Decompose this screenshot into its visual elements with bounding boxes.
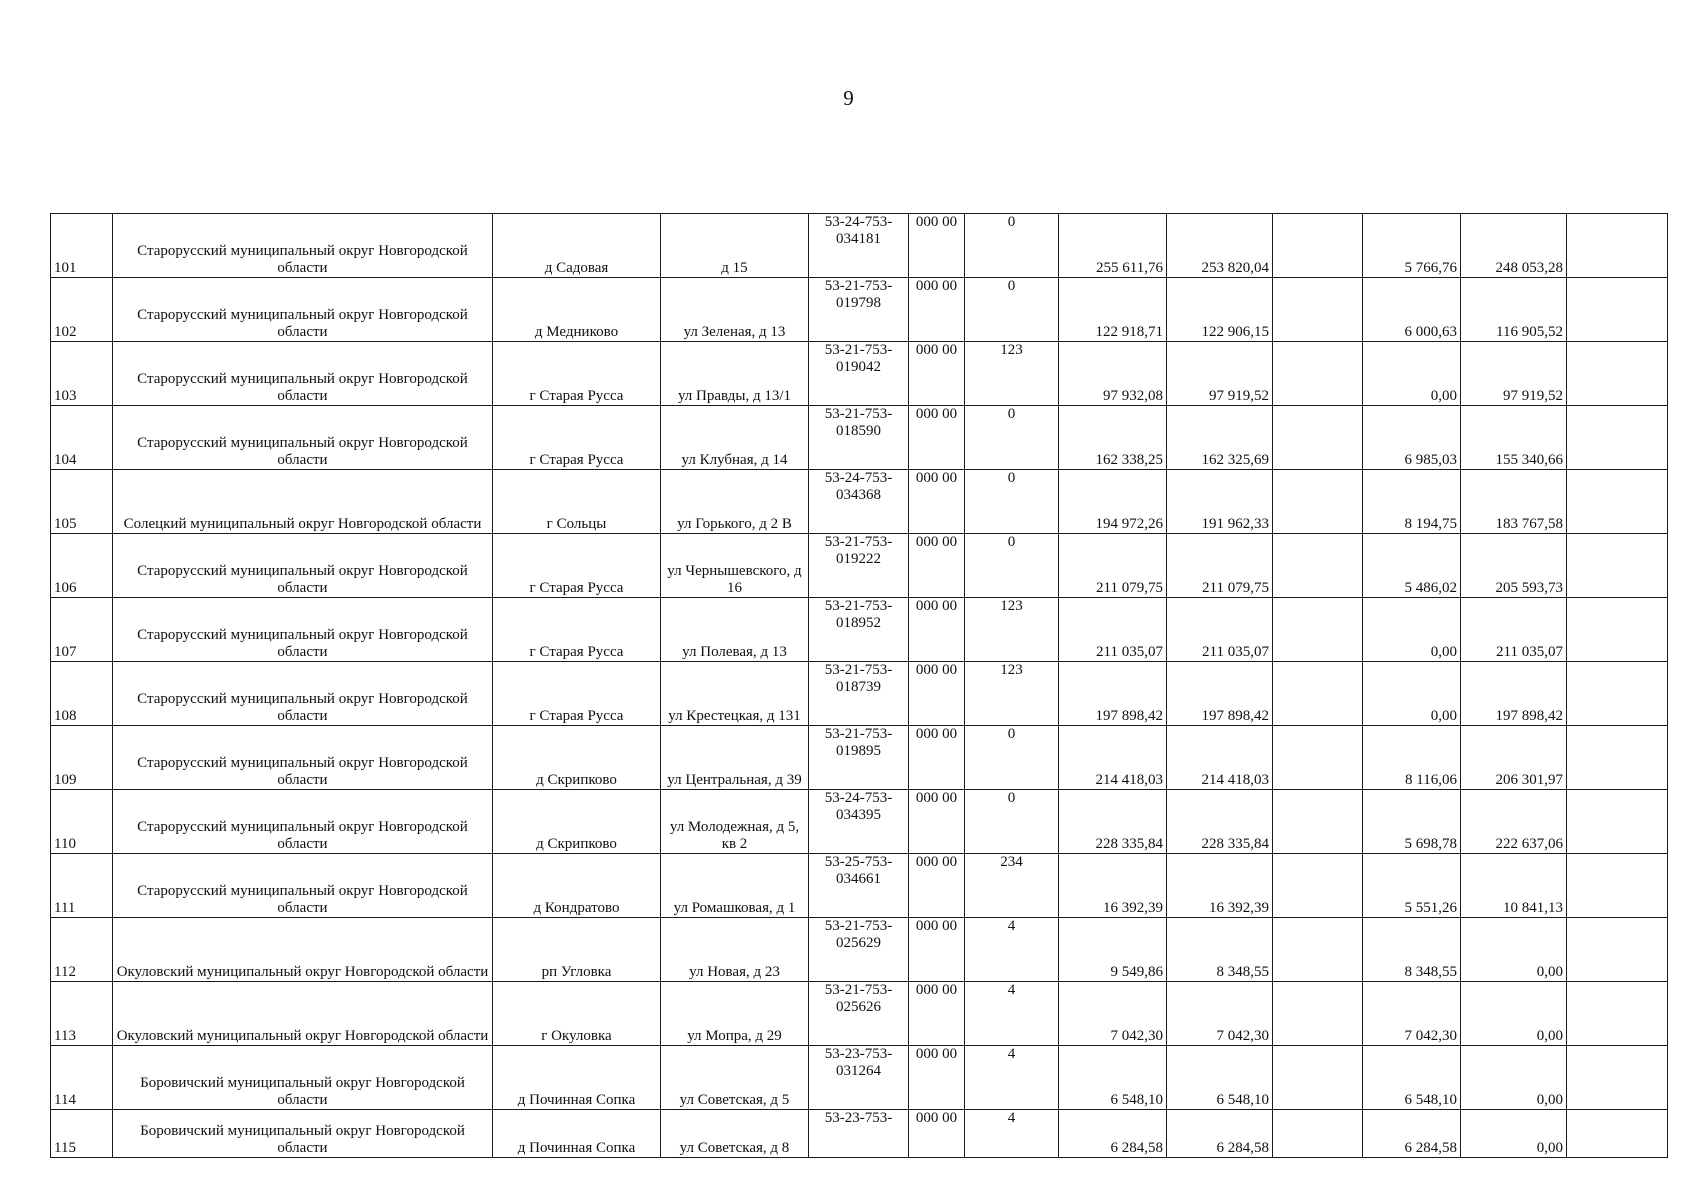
row-number: 101 (51, 214, 113, 278)
locality-cell: д Садовая (493, 214, 661, 278)
amount-6-cell (1567, 726, 1668, 790)
amount-6-cell (1567, 342, 1668, 406)
amount-5-cell: 0,00 (1461, 1046, 1567, 1110)
amount-1-cell: 194 972,26 (1059, 470, 1167, 534)
code-cell: 000 00 (909, 1110, 965, 1158)
type-cell: 0 (965, 470, 1059, 534)
amount-6-cell (1567, 662, 1668, 726)
amount-6-cell (1567, 598, 1668, 662)
register-table (50, 213, 1668, 1158)
amount-2-cell: 16 392,39 (1167, 854, 1273, 918)
page-number: 9 (843, 86, 854, 110)
row-number: 110 (51, 790, 113, 854)
amount-6-cell (1567, 854, 1668, 918)
locality-cell: д Скрипково (493, 726, 661, 790)
amount-5-cell: 116 905,52 (1461, 278, 1567, 342)
row-number: 108 (51, 662, 113, 726)
amount-3-cell (1273, 406, 1363, 470)
municipality-cell: Боровичский муниципальный округ Новгородской области (113, 1046, 493, 1110)
amount-5-cell: 155 340,66 (1461, 406, 1567, 470)
code-cell: 000 00 (909, 598, 965, 662)
row-number: 115 (51, 1110, 113, 1158)
code-cell: 000 00 (909, 726, 965, 790)
municipality-cell: Старорусский муниципальный округ Новгородской области (113, 534, 493, 598)
row-number: 113 (51, 982, 113, 1046)
table-row (51, 406, 1668, 470)
amount-2-cell: 211 079,75 (1167, 534, 1273, 598)
amount-1-cell: 122 918,71 (1059, 278, 1167, 342)
oktmo-cell: 53-25-753-034661 (809, 854, 909, 918)
street-cell: ул Крестецкая, д 131 (661, 662, 809, 726)
amount-3-cell (1273, 534, 1363, 598)
type-cell: 4 (965, 1046, 1059, 1110)
amount-5-cell: 205 593,73 (1461, 534, 1567, 598)
locality-cell: рп Угловка (493, 918, 661, 982)
type-cell: 0 (965, 278, 1059, 342)
table-row (51, 342, 1668, 406)
locality-cell: г Старая Русса (493, 598, 661, 662)
amount-1-cell: 97 932,08 (1059, 342, 1167, 406)
oktmo-cell: 53-21-753-019895 (809, 726, 909, 790)
code-cell: 000 00 (909, 854, 965, 918)
amount-6-cell (1567, 918, 1668, 982)
amount-5-cell: 0,00 (1461, 982, 1567, 1046)
oktmo-cell: 53-21-753-025629 (809, 918, 909, 982)
street-cell: ул Клубная, д 14 (661, 406, 809, 470)
oktmo-cell: 53-23-753- (809, 1110, 909, 1158)
amount-3-cell (1273, 918, 1363, 982)
amount-1-cell: 228 335,84 (1059, 790, 1167, 854)
municipality-cell: Окуловский муниципальный округ Новгородской области (113, 982, 493, 1046)
amount-4-cell: 6 985,03 (1363, 406, 1461, 470)
type-cell: 0 (965, 790, 1059, 854)
municipality-cell: Старорусский муниципальный округ Новгородской области (113, 598, 493, 662)
row-number: 106 (51, 534, 113, 598)
oktmo-cell: 53-23-753-031264 (809, 1046, 909, 1110)
amount-4-cell: 5 766,76 (1363, 214, 1461, 278)
row-number: 114 (51, 1046, 113, 1110)
oktmo-cell: 53-24-753-034395 (809, 790, 909, 854)
street-cell: ул Советская, д 5 (661, 1046, 809, 1110)
code-cell: 000 00 (909, 662, 965, 726)
amount-2-cell: 214 418,03 (1167, 726, 1273, 790)
table-row (51, 598, 1668, 662)
amount-5-cell: 222 637,06 (1461, 790, 1567, 854)
amount-6-cell (1567, 790, 1668, 854)
amount-2-cell: 7 042,30 (1167, 982, 1273, 1046)
amount-4-cell: 0,00 (1363, 662, 1461, 726)
amount-2-cell: 8 348,55 (1167, 918, 1273, 982)
oktmo-cell: 53-21-753-025626 (809, 982, 909, 1046)
code-cell: 000 00 (909, 1046, 965, 1110)
amount-3-cell (1273, 790, 1363, 854)
amount-2-cell: 122 906,15 (1167, 278, 1273, 342)
row-number: 105 (51, 470, 113, 534)
oktmo-cell: 53-24-753-034181 (809, 214, 909, 278)
code-cell: 000 00 (909, 214, 965, 278)
amount-1-cell: 197 898,42 (1059, 662, 1167, 726)
amount-2-cell: 211 035,07 (1167, 598, 1273, 662)
amount-2-cell: 228 335,84 (1167, 790, 1273, 854)
code-cell: 000 00 (909, 982, 965, 1046)
amount-1-cell: 6 548,10 (1059, 1046, 1167, 1110)
locality-cell: г Сольцы (493, 470, 661, 534)
amount-5-cell: 183 767,58 (1461, 470, 1567, 534)
street-cell: ул Полевая, д 13 (661, 598, 809, 662)
street-cell: ул Правды, д 13/1 (661, 342, 809, 406)
locality-cell: д Кондратово (493, 854, 661, 918)
oktmo-cell: 53-21-753-018952 (809, 598, 909, 662)
amount-3-cell (1273, 1110, 1363, 1158)
table-row (51, 662, 1668, 726)
amount-3-cell (1273, 1046, 1363, 1110)
amount-6-cell (1567, 534, 1668, 598)
amount-4-cell: 6 000,63 (1363, 278, 1461, 342)
amount-2-cell: 6 548,10 (1167, 1046, 1273, 1110)
street-cell: ул Горького, д 2 В (661, 470, 809, 534)
amount-1-cell: 211 079,75 (1059, 534, 1167, 598)
amount-3-cell (1273, 662, 1363, 726)
register-rows (51, 214, 1668, 1158)
table-row (51, 982, 1668, 1046)
amount-6-cell (1567, 278, 1668, 342)
locality-cell: г Старая Русса (493, 662, 661, 726)
municipality-cell: Старорусский муниципальный округ Новгородской области (113, 214, 493, 278)
municipality-cell: Старорусский муниципальный округ Новгородской области (113, 790, 493, 854)
row-number: 112 (51, 918, 113, 982)
type-cell: 234 (965, 854, 1059, 918)
row-number: 102 (51, 278, 113, 342)
code-cell: 000 00 (909, 534, 965, 598)
amount-2-cell: 6 284,58 (1167, 1110, 1273, 1158)
amount-6-cell (1567, 214, 1668, 278)
amount-3-cell (1273, 342, 1363, 406)
amount-5-cell: 10 841,13 (1461, 854, 1567, 918)
code-cell: 000 00 (909, 918, 965, 982)
amount-1-cell: 16 392,39 (1059, 854, 1167, 918)
locality-cell: д Починная Сопка (493, 1110, 661, 1158)
amount-3-cell (1273, 278, 1363, 342)
amount-6-cell (1567, 1046, 1668, 1110)
type-cell: 0 (965, 534, 1059, 598)
street-cell: ул Мопра, д 29 (661, 982, 809, 1046)
amount-2-cell: 97 919,52 (1167, 342, 1273, 406)
municipality-cell: Боровичский муниципальный округ Новгородской области (113, 1110, 493, 1158)
amount-5-cell: 197 898,42 (1461, 662, 1567, 726)
amount-5-cell: 248 053,28 (1461, 214, 1567, 278)
row-number: 109 (51, 726, 113, 790)
table-row (51, 214, 1668, 278)
oktmo-cell: 53-21-753-018590 (809, 406, 909, 470)
amount-4-cell: 8 116,06 (1363, 726, 1461, 790)
table-row (51, 726, 1668, 790)
code-cell: 000 00 (909, 278, 965, 342)
type-cell: 123 (965, 598, 1059, 662)
row-number: 103 (51, 342, 113, 406)
type-cell: 123 (965, 342, 1059, 406)
locality-cell: д Скрипково (493, 790, 661, 854)
locality-cell: д Починная Сопка (493, 1046, 661, 1110)
row-number: 107 (51, 598, 113, 662)
municipality-cell: Старорусский муниципальный округ Новгородской области (113, 278, 493, 342)
table-row (51, 790, 1668, 854)
code-cell: 000 00 (909, 406, 965, 470)
amount-3-cell (1273, 726, 1363, 790)
type-cell: 4 (965, 918, 1059, 982)
amount-4-cell: 8 348,55 (1363, 918, 1461, 982)
row-number: 111 (51, 854, 113, 918)
amount-3-cell (1273, 214, 1363, 278)
amount-4-cell: 0,00 (1363, 342, 1461, 406)
street-cell: ул Новая, д 23 (661, 918, 809, 982)
amount-1-cell: 211 035,07 (1059, 598, 1167, 662)
type-cell: 4 (965, 982, 1059, 1046)
code-cell: 000 00 (909, 342, 965, 406)
locality-cell: г Старая Русса (493, 406, 661, 470)
amount-1-cell: 162 338,25 (1059, 406, 1167, 470)
oktmo-cell: 53-21-753-019042 (809, 342, 909, 406)
type-cell: 123 (965, 662, 1059, 726)
street-cell: ул Ромашковая, д 1 (661, 854, 809, 918)
amount-2-cell: 162 325,69 (1167, 406, 1273, 470)
street-cell: ул Чернышевского, д 16 (661, 534, 809, 598)
table-row (51, 1110, 1668, 1158)
type-cell: 0 (965, 406, 1059, 470)
table-row (51, 534, 1668, 598)
amount-1-cell: 6 284,58 (1059, 1110, 1167, 1158)
amount-4-cell: 8 194,75 (1363, 470, 1461, 534)
amount-4-cell: 0,00 (1363, 598, 1461, 662)
street-cell: ул Советская, д 8 (661, 1110, 809, 1158)
amount-3-cell (1273, 470, 1363, 534)
municipality-cell: Старорусский муниципальный округ Новгородской области (113, 662, 493, 726)
amount-3-cell (1273, 598, 1363, 662)
locality-cell: г Окуловка (493, 982, 661, 1046)
municipality-cell: Старорусский муниципальный округ Новгородской области (113, 854, 493, 918)
municipality-cell: Окуловский муниципальный округ Новгородской области (113, 918, 493, 982)
municipality-cell: Солецкий муниципальный округ Новгородской области (113, 470, 493, 534)
amount-6-cell (1567, 406, 1668, 470)
oktmo-cell: 53-21-753-019222 (809, 534, 909, 598)
amount-5-cell: 0,00 (1461, 1110, 1567, 1158)
type-cell: 0 (965, 214, 1059, 278)
amount-2-cell: 197 898,42 (1167, 662, 1273, 726)
municipality-cell: Старорусский муниципальный округ Новгородской области (113, 342, 493, 406)
locality-cell: г Старая Русса (493, 534, 661, 598)
amount-4-cell: 5 698,78 (1363, 790, 1461, 854)
locality-cell: д Медниково (493, 278, 661, 342)
amount-6-cell (1567, 470, 1668, 534)
amount-5-cell: 97 919,52 (1461, 342, 1567, 406)
type-cell: 0 (965, 726, 1059, 790)
amount-1-cell: 9 549,86 (1059, 918, 1167, 982)
amount-3-cell (1273, 854, 1363, 918)
street-cell: ул Зеленая, д 13 (661, 278, 809, 342)
code-cell: 000 00 (909, 470, 965, 534)
type-cell: 4 (965, 1110, 1059, 1158)
street-cell: ул Центральная, д 39 (661, 726, 809, 790)
amount-3-cell (1273, 982, 1363, 1046)
oktmo-cell: 53-21-753-018739 (809, 662, 909, 726)
municipality-cell: Старорусский муниципальный округ Новгородской области (113, 726, 493, 790)
municipality-cell: Старорусский муниципальный округ Новгородской области (113, 406, 493, 470)
oktmo-cell: 53-24-753-034368 (809, 470, 909, 534)
row-number: 104 (51, 406, 113, 470)
oktmo-cell: 53-21-753-019798 (809, 278, 909, 342)
table-row (51, 278, 1668, 342)
amount-1-cell: 255 611,76 (1059, 214, 1167, 278)
street-cell: д 15 (661, 214, 809, 278)
amount-4-cell: 6 548,10 (1363, 1046, 1461, 1110)
amount-1-cell: 214 418,03 (1059, 726, 1167, 790)
amount-5-cell: 211 035,07 (1461, 598, 1567, 662)
amount-2-cell: 253 820,04 (1167, 214, 1273, 278)
amount-4-cell: 6 284,58 (1363, 1110, 1461, 1158)
table-row (51, 470, 1668, 534)
amount-6-cell (1567, 1110, 1668, 1158)
amount-2-cell: 191 962,33 (1167, 470, 1273, 534)
code-cell: 000 00 (909, 790, 965, 854)
amount-5-cell: 206 301,97 (1461, 726, 1567, 790)
street-cell: ул Молодежная, д 5, кв 2 (661, 790, 809, 854)
amount-5-cell: 0,00 (1461, 918, 1567, 982)
table-row (51, 854, 1668, 918)
amount-6-cell (1567, 982, 1668, 1046)
amount-4-cell: 7 042,30 (1363, 982, 1461, 1046)
locality-cell: г Старая Русса (493, 342, 661, 406)
amount-1-cell: 7 042,30 (1059, 982, 1167, 1046)
amount-4-cell: 5 551,26 (1363, 854, 1461, 918)
table-row (51, 1046, 1668, 1110)
table-row (51, 918, 1668, 982)
amount-4-cell: 5 486,02 (1363, 534, 1461, 598)
